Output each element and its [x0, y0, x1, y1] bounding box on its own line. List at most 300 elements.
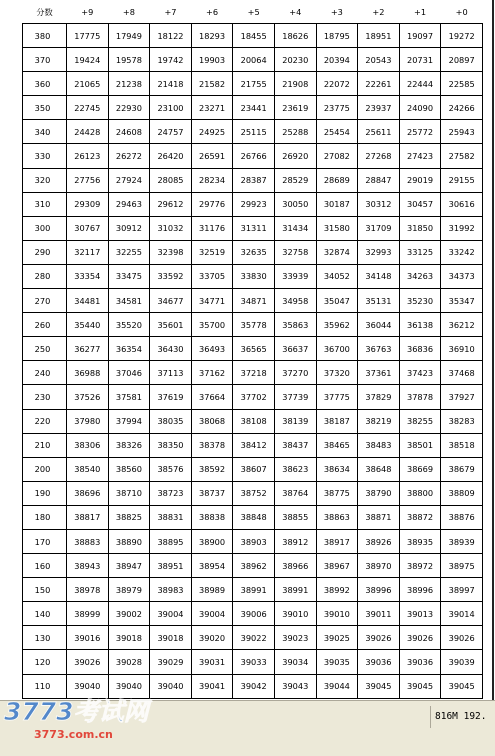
- count-cell: 26591: [191, 144, 233, 168]
- count-cell: 38775: [316, 481, 358, 505]
- count-cell: 38972: [399, 554, 441, 578]
- table-row: [23, 24, 483, 48]
- count-cell: 39039: [441, 650, 483, 674]
- count-cell: 38219: [358, 409, 400, 433]
- count-cell: 36637: [274, 337, 316, 361]
- score-cell: 330: [23, 144, 67, 168]
- count-cell: 21908: [274, 72, 316, 96]
- count-cell: 36763: [358, 337, 400, 361]
- count-cell: 19578: [108, 48, 150, 72]
- svg-text:3773.com.cn: 3773.com.cn: [34, 728, 113, 741]
- count-cell: 39036: [399, 650, 441, 674]
- count-cell: 37702: [233, 385, 275, 409]
- count-cell: 38817: [67, 505, 109, 529]
- count-cell: 28387: [233, 168, 275, 192]
- count-cell: 27423: [399, 144, 441, 168]
- table-row: [23, 385, 483, 409]
- count-cell: 32398: [150, 240, 192, 264]
- count-cell: 37468: [441, 361, 483, 385]
- count-cell: 34148: [358, 264, 400, 288]
- count-cell: 25943: [441, 120, 483, 144]
- count-cell: 22261: [358, 72, 400, 96]
- count-cell: 24090: [399, 96, 441, 120]
- count-cell: 37927: [441, 385, 483, 409]
- count-cell: 38917: [316, 529, 358, 553]
- count-cell: 38607: [233, 457, 275, 481]
- count-cell: 36430: [150, 337, 192, 361]
- score-cell: 350: [23, 96, 67, 120]
- count-cell: 38876: [441, 505, 483, 529]
- count-cell: 19903: [191, 48, 233, 72]
- count-cell: 39002: [108, 602, 150, 626]
- count-cell: 38518: [441, 433, 483, 457]
- count-cell: 37664: [191, 385, 233, 409]
- count-cell: 38855: [274, 505, 316, 529]
- memory-status: 816M 192.: [430, 706, 495, 728]
- count-cell: 36910: [441, 337, 483, 361]
- count-cell: 38790: [358, 481, 400, 505]
- count-cell: 38962: [233, 554, 275, 578]
- count-cell: 38326: [108, 433, 150, 457]
- count-cell: 38991: [274, 578, 316, 602]
- count-cell: 20064: [233, 48, 275, 72]
- count-cell: 37829: [358, 385, 400, 409]
- count-cell: 37581: [108, 385, 150, 409]
- count-cell: 35863: [274, 313, 316, 337]
- count-cell: 21755: [233, 72, 275, 96]
- count-cell: 38947: [108, 554, 150, 578]
- count-cell: 35347: [441, 289, 483, 313]
- score-cell: 110: [23, 674, 67, 698]
- count-cell: 38378: [191, 433, 233, 457]
- watermark-logo: [0, 690, 180, 750]
- count-cell: 38465: [316, 433, 358, 457]
- count-cell: 38576: [150, 457, 192, 481]
- count-cell: 39045: [399, 674, 441, 698]
- count-cell: 38991: [233, 578, 275, 602]
- count-cell: 26766: [233, 144, 275, 168]
- count-cell: 37361: [358, 361, 400, 385]
- count-cell: 23100: [150, 96, 192, 120]
- count-cell: 21238: [108, 72, 150, 96]
- count-cell: 38890: [108, 529, 150, 553]
- score-cell: 200: [23, 457, 67, 481]
- count-cell: 23775: [316, 96, 358, 120]
- count-cell: 39006: [233, 602, 275, 626]
- count-cell: 39040: [108, 674, 150, 698]
- count-cell: 39013: [399, 602, 441, 626]
- table-row: [23, 337, 483, 361]
- count-cell: 38989: [191, 578, 233, 602]
- count-cell: 37994: [108, 409, 150, 433]
- right-edge-line: [492, 0, 494, 700]
- count-cell: 29019: [399, 168, 441, 192]
- count-cell: 38954: [191, 554, 233, 578]
- count-cell: 31311: [233, 216, 275, 240]
- count-cell: 38187: [316, 409, 358, 433]
- count-cell: 38437: [274, 433, 316, 457]
- count-cell: 30050: [274, 192, 316, 216]
- count-cell: 38970: [358, 554, 400, 578]
- count-cell: 38623: [274, 457, 316, 481]
- score-cell: 170: [23, 529, 67, 553]
- count-cell: 38592: [191, 457, 233, 481]
- count-cell: 38723: [150, 481, 192, 505]
- count-cell: 19424: [67, 48, 109, 72]
- count-cell: 21582: [191, 72, 233, 96]
- count-cell: 17949: [108, 24, 150, 48]
- count-cell: 38999: [67, 602, 109, 626]
- table-row: [23, 120, 483, 144]
- count-cell: 30767: [67, 216, 109, 240]
- table-row: [23, 72, 483, 96]
- score-cell: 280: [23, 264, 67, 288]
- count-cell: 37526: [67, 385, 109, 409]
- count-cell: 25115: [233, 120, 275, 144]
- count-cell: 34263: [399, 264, 441, 288]
- count-cell: 23271: [191, 96, 233, 120]
- count-cell: 34958: [274, 289, 316, 313]
- table-row: [23, 409, 483, 433]
- count-cell: 38831: [150, 505, 192, 529]
- count-cell: 39004: [150, 602, 192, 626]
- count-cell: 39043: [274, 674, 316, 698]
- table-row: [23, 48, 483, 72]
- count-cell: 27582: [441, 144, 483, 168]
- count-cell: 38350: [150, 433, 192, 457]
- count-cell: 38560: [108, 457, 150, 481]
- count-cell: 39020: [191, 626, 233, 650]
- table-row: [23, 602, 483, 626]
- count-cell: 26920: [274, 144, 316, 168]
- count-cell: 36700: [316, 337, 358, 361]
- count-cell: 36044: [358, 313, 400, 337]
- count-cell: 38978: [67, 578, 109, 602]
- count-cell: 37775: [316, 385, 358, 409]
- header-offset: +8: [122, 7, 135, 17]
- count-cell: 36212: [441, 313, 483, 337]
- table-row: [23, 578, 483, 602]
- count-cell: 35601: [150, 313, 192, 337]
- count-cell: 39040: [67, 674, 109, 698]
- count-cell: 31992: [441, 216, 483, 240]
- count-cell: 33242: [441, 240, 483, 264]
- svg-text:3773考试网: 3773考试网: [4, 697, 149, 726]
- score-cell: 270: [23, 289, 67, 313]
- count-cell: 39035: [316, 650, 358, 674]
- count-cell: 22072: [316, 72, 358, 96]
- count-cell: 36493: [191, 337, 233, 361]
- count-cell: 33939: [274, 264, 316, 288]
- count-cell: 33125: [399, 240, 441, 264]
- count-cell: 37739: [274, 385, 316, 409]
- count-cell: 33705: [191, 264, 233, 288]
- count-cell: 18122: [150, 24, 192, 48]
- count-cell: 22930: [108, 96, 150, 120]
- table-row: [23, 96, 483, 120]
- count-cell: 38966: [274, 554, 316, 578]
- table-row: [23, 264, 483, 288]
- count-cell: 38306: [67, 433, 109, 457]
- count-cell: 38872: [399, 505, 441, 529]
- count-cell: 37878: [399, 385, 441, 409]
- count-cell: 37218: [233, 361, 275, 385]
- count-cell: 29923: [233, 192, 275, 216]
- count-cell: 21418: [150, 72, 192, 96]
- score-cell: 210: [23, 433, 67, 457]
- table-row: [23, 168, 483, 192]
- count-cell: 39010: [274, 602, 316, 626]
- header-offset: +6: [206, 7, 219, 17]
- count-cell: 39034: [274, 650, 316, 674]
- count-cell: 38979: [108, 578, 150, 602]
- count-cell: 39026: [441, 626, 483, 650]
- score-cell: 180: [23, 505, 67, 529]
- count-cell: 30457: [399, 192, 441, 216]
- count-cell: 35778: [233, 313, 275, 337]
- score-cell: 190: [23, 481, 67, 505]
- count-cell: 19742: [150, 48, 192, 72]
- count-cell: 33475: [108, 264, 150, 288]
- count-cell: 22745: [67, 96, 109, 120]
- count-cell: 38883: [67, 529, 109, 553]
- count-cell: 38139: [274, 409, 316, 433]
- score-cell: 290: [23, 240, 67, 264]
- count-cell: 29463: [108, 192, 150, 216]
- score-cell: 380: [23, 24, 67, 48]
- count-cell: 23619: [274, 96, 316, 120]
- count-cell: 39011: [358, 602, 400, 626]
- count-cell: 37980: [67, 409, 109, 433]
- count-cell: 27082: [316, 144, 358, 168]
- count-cell: 38895: [150, 529, 192, 553]
- header-offset: +5: [247, 7, 260, 17]
- count-cell: 32117: [67, 240, 109, 264]
- count-cell: 39033: [233, 650, 275, 674]
- count-cell: 38983: [150, 578, 192, 602]
- count-cell: 21065: [67, 72, 109, 96]
- count-cell: 27756: [67, 168, 109, 192]
- score-cell: 340: [23, 120, 67, 144]
- count-cell: 39016: [67, 626, 109, 650]
- score-cell: 230: [23, 385, 67, 409]
- count-cell: 39022: [233, 626, 275, 650]
- header-offset: +9: [81, 7, 94, 17]
- count-cell: 38483: [358, 433, 400, 457]
- score-cell: 370: [23, 48, 67, 72]
- table-row: [23, 505, 483, 529]
- count-cell: 38997: [441, 578, 483, 602]
- count-cell: 37619: [150, 385, 192, 409]
- count-cell: 38951: [150, 554, 192, 578]
- count-cell: 20543: [358, 48, 400, 72]
- count-cell: 37320: [316, 361, 358, 385]
- header-offset: +1: [414, 7, 427, 17]
- count-cell: 39010: [316, 602, 358, 626]
- count-cell: 27924: [108, 168, 150, 192]
- header-offset: +4: [289, 7, 302, 17]
- score-cell: 260: [23, 313, 67, 337]
- count-cell: 35440: [67, 313, 109, 337]
- count-cell: 38800: [399, 481, 441, 505]
- score-cell: 360: [23, 72, 67, 96]
- count-cell: 39026: [67, 650, 109, 674]
- count-cell: 38996: [399, 578, 441, 602]
- count-cell: 24925: [191, 120, 233, 144]
- count-cell: 36836: [399, 337, 441, 361]
- count-cell: 18455: [233, 24, 275, 48]
- count-cell: 38412: [233, 433, 275, 457]
- count-cell: 28085: [150, 168, 192, 192]
- count-cell: 38764: [274, 481, 316, 505]
- count-cell: 30616: [441, 192, 483, 216]
- count-cell: 24266: [441, 96, 483, 120]
- count-cell: 38501: [399, 433, 441, 457]
- count-cell: 39045: [441, 674, 483, 698]
- count-cell: 38255: [399, 409, 441, 433]
- count-cell: 25454: [316, 120, 358, 144]
- count-cell: 38912: [274, 529, 316, 553]
- score-cell: 120: [23, 650, 67, 674]
- count-cell: 24428: [67, 120, 109, 144]
- count-cell: 39041: [191, 674, 233, 698]
- table-row: [23, 313, 483, 337]
- count-cell: 38939: [441, 529, 483, 553]
- count-cell: 38838: [191, 505, 233, 529]
- count-cell: 20230: [274, 48, 316, 72]
- count-cell: 28529: [274, 168, 316, 192]
- score-cell: 240: [23, 361, 67, 385]
- count-cell: 39018: [108, 626, 150, 650]
- score-cell: 310: [23, 192, 67, 216]
- table-row: [23, 554, 483, 578]
- count-cell: 34481: [67, 289, 109, 313]
- count-cell: 23441: [233, 96, 275, 120]
- score-cell: 160: [23, 554, 67, 578]
- count-cell: 38926: [358, 529, 400, 553]
- count-cell: 17775: [67, 24, 109, 48]
- count-cell: 35047: [316, 289, 358, 313]
- count-cell: 39042: [233, 674, 275, 698]
- count-cell: 32758: [274, 240, 316, 264]
- count-cell: 24608: [108, 120, 150, 144]
- count-cell: 25288: [274, 120, 316, 144]
- count-cell: 32635: [233, 240, 275, 264]
- count-cell: 29155: [441, 168, 483, 192]
- count-cell: 38737: [191, 481, 233, 505]
- count-cell: 38903: [233, 529, 275, 553]
- count-cell: 26420: [150, 144, 192, 168]
- count-cell: 39029: [150, 650, 192, 674]
- table-row: [23, 626, 483, 650]
- count-cell: 32519: [191, 240, 233, 264]
- count-cell: 18293: [191, 24, 233, 48]
- count-cell: 30187: [316, 192, 358, 216]
- count-cell: 20731: [399, 48, 441, 72]
- score-cell: 220: [23, 409, 67, 433]
- count-cell: 39025: [316, 626, 358, 650]
- count-cell: 36354: [108, 337, 150, 361]
- count-cell: 39014: [441, 602, 483, 626]
- count-cell: 38035: [150, 409, 192, 433]
- count-cell: 32255: [108, 240, 150, 264]
- score-cell: 320: [23, 168, 67, 192]
- count-cell: 29612: [150, 192, 192, 216]
- count-cell: 38752: [233, 481, 275, 505]
- count-cell: 28689: [316, 168, 358, 192]
- count-cell: 38871: [358, 505, 400, 529]
- count-cell: 39004: [191, 602, 233, 626]
- table-row: [23, 433, 483, 457]
- table-row: [23, 529, 483, 553]
- count-cell: 18951: [358, 24, 400, 48]
- count-cell: 25611: [358, 120, 400, 144]
- count-cell: 39044: [316, 674, 358, 698]
- header-offset: +3: [330, 7, 343, 17]
- count-cell: 38943: [67, 554, 109, 578]
- count-cell: 35962: [316, 313, 358, 337]
- count-cell: 38540: [67, 457, 109, 481]
- table-row: [23, 192, 483, 216]
- count-cell: 37423: [399, 361, 441, 385]
- header-score: 分数: [36, 6, 53, 17]
- table-row: [23, 240, 483, 264]
- score-cell: 130: [23, 626, 67, 650]
- count-cell: 26123: [67, 144, 109, 168]
- count-cell: 19097: [399, 24, 441, 48]
- count-cell: 38108: [233, 409, 275, 433]
- count-cell: 18795: [316, 24, 358, 48]
- count-cell: 32993: [358, 240, 400, 264]
- count-cell: 39040: [150, 674, 192, 698]
- count-cell: 31434: [274, 216, 316, 240]
- count-cell: 38975: [441, 554, 483, 578]
- count-cell: 30312: [358, 192, 400, 216]
- count-cell: 20897: [441, 48, 483, 72]
- count-cell: 39036: [358, 650, 400, 674]
- count-cell: 28234: [191, 168, 233, 192]
- score-rank-table: [22, 1, 483, 699]
- count-cell: 38696: [67, 481, 109, 505]
- count-cell: 36565: [233, 337, 275, 361]
- count-cell: 37162: [191, 361, 233, 385]
- table-row: [23, 144, 483, 168]
- header-offset: +2: [372, 7, 385, 17]
- table-header-row: [23, 1, 483, 24]
- count-cell: 31032: [150, 216, 192, 240]
- count-cell: 36138: [399, 313, 441, 337]
- count-cell: 36988: [67, 361, 109, 385]
- count-cell: 23937: [358, 96, 400, 120]
- count-cell: 29309: [67, 192, 109, 216]
- count-cell: 28847: [358, 168, 400, 192]
- count-cell: 18626: [274, 24, 316, 48]
- count-cell: 31850: [399, 216, 441, 240]
- count-cell: 38825: [108, 505, 150, 529]
- count-cell: 38669: [399, 457, 441, 481]
- count-cell: 38809: [441, 481, 483, 505]
- count-cell: 38996: [358, 578, 400, 602]
- table-row: [23, 289, 483, 313]
- count-cell: 33354: [67, 264, 109, 288]
- header-offset: +7: [164, 7, 177, 17]
- count-cell: 20394: [316, 48, 358, 72]
- count-cell: 34052: [316, 264, 358, 288]
- count-cell: 39023: [274, 626, 316, 650]
- count-cell: 34581: [108, 289, 150, 313]
- table-row: [23, 650, 483, 674]
- count-cell: 38848: [233, 505, 275, 529]
